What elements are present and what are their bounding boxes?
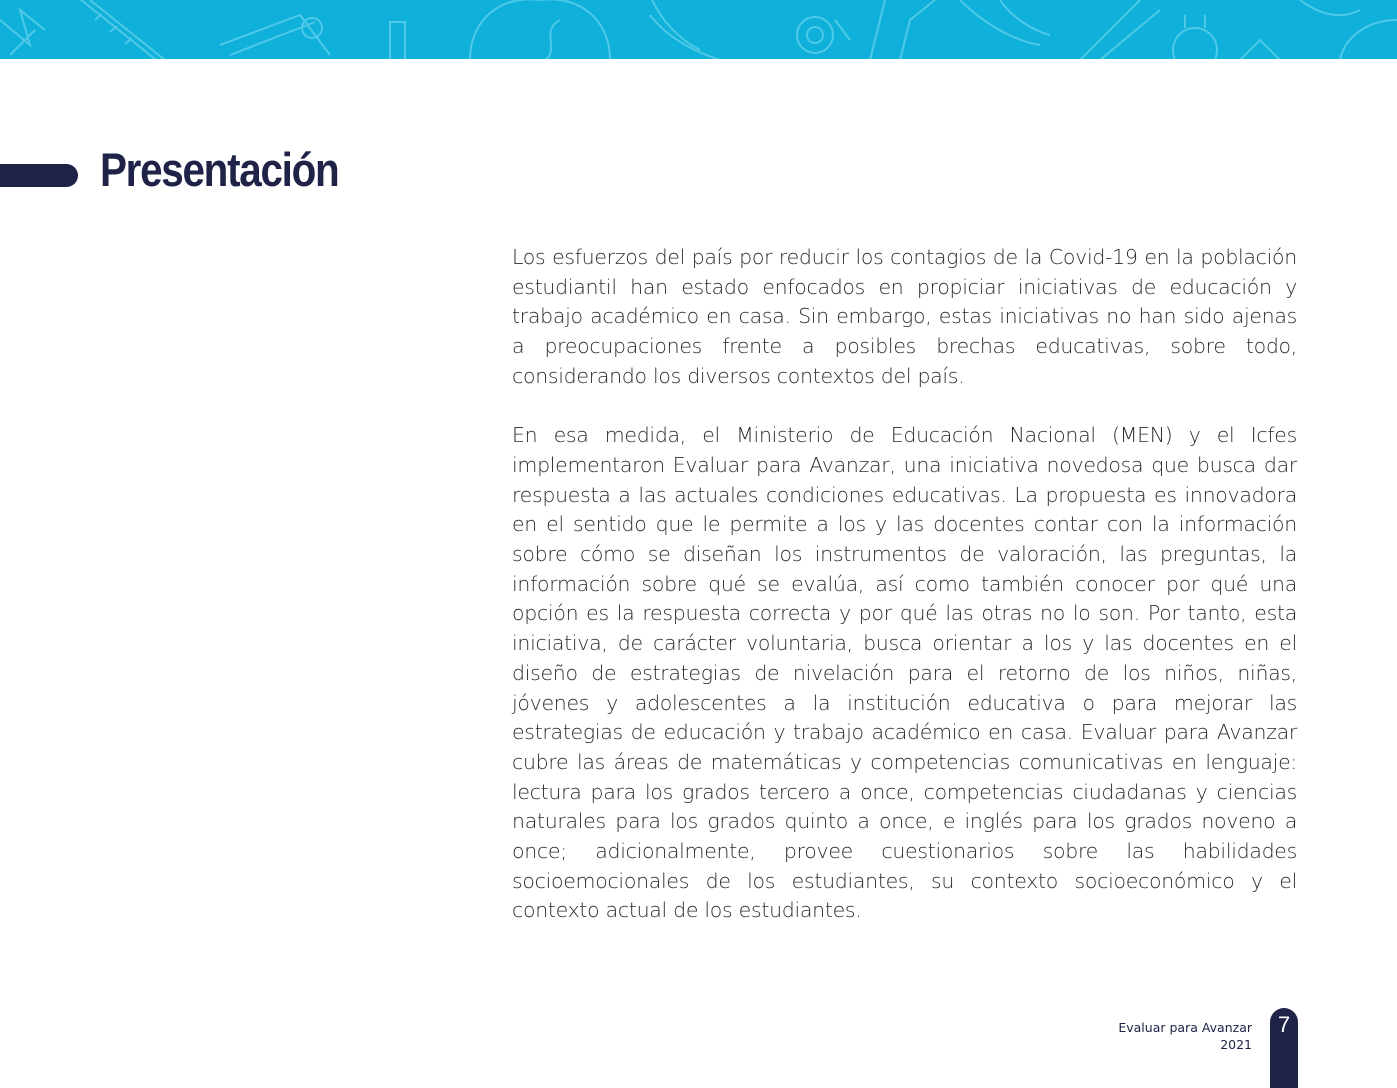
paragraph-1: Los esfuerzos del país por reducir los contagios de la Covid-19 en la población estudiantil han estado enfocados en propiciar iniciativas de educación y trabajo académico en casa. Sin embargo, estas iniciativas no han sido ajenas a preocupaciones frente a posibles brechas educativas, sobre todo, considerando los diversos contextos del país.: [512, 245, 1297, 388]
school-doodles-pattern-icon: [0, 0, 1397, 59]
body-text: [512, 243, 1297, 956]
page-number-badge: 7: [1270, 1008, 1298, 1088]
page-title: Presentación: [100, 143, 339, 196]
footer-publication-name: Evaluar para Avanzar: [1118, 1020, 1252, 1035]
title-accent-bar: [0, 164, 78, 187]
footer-year: 2021: [1220, 1037, 1252, 1052]
paragraph-2: En esa medida, el Ministerio de Educación Nacional (MEN) y el Icfes implementaron Evaluar para Avanzar, una iniciativa novedosa que busca dar respuesta a las actuales condiciones educativas. La propuesta es innovadora en el sentido que le permite a los y las docentes contar con la información sobre cómo se diseñan los instrumentos de valoración, las preguntas, la información sobre qué se evalúa, así como también conocer por qué una opción es la respuesta correcta y por qué las otras no lo son. Por tanto, esta iniciativa, de carácter voluntaria, busca orientar a los y las docentes en el diseño de estrategias de nivelación para el retorno de los niños, niñas, jóvenes y adolescentes a la institución educativa o para mejorar las estrategias de educación y trabajo académico en casa. Evaluar para Avanzar cubre las áreas de matemáticas y competencias comunicativas en lenguaje: lectura para los grados tercero a once, competencias ciudadanas y ciencias naturales para los grados quinto a once, e inglés para los grados noveno a once; adicionalmente, provee cuestionarios sobre las habilidades socioemocionales de los estudiantes, su contexto socioeconómico y el contexto actual de los estudiantes.: [512, 423, 1297, 923]
footer-publication: [1118, 1019, 1252, 1053]
header-banner: [0, 0, 1397, 59]
